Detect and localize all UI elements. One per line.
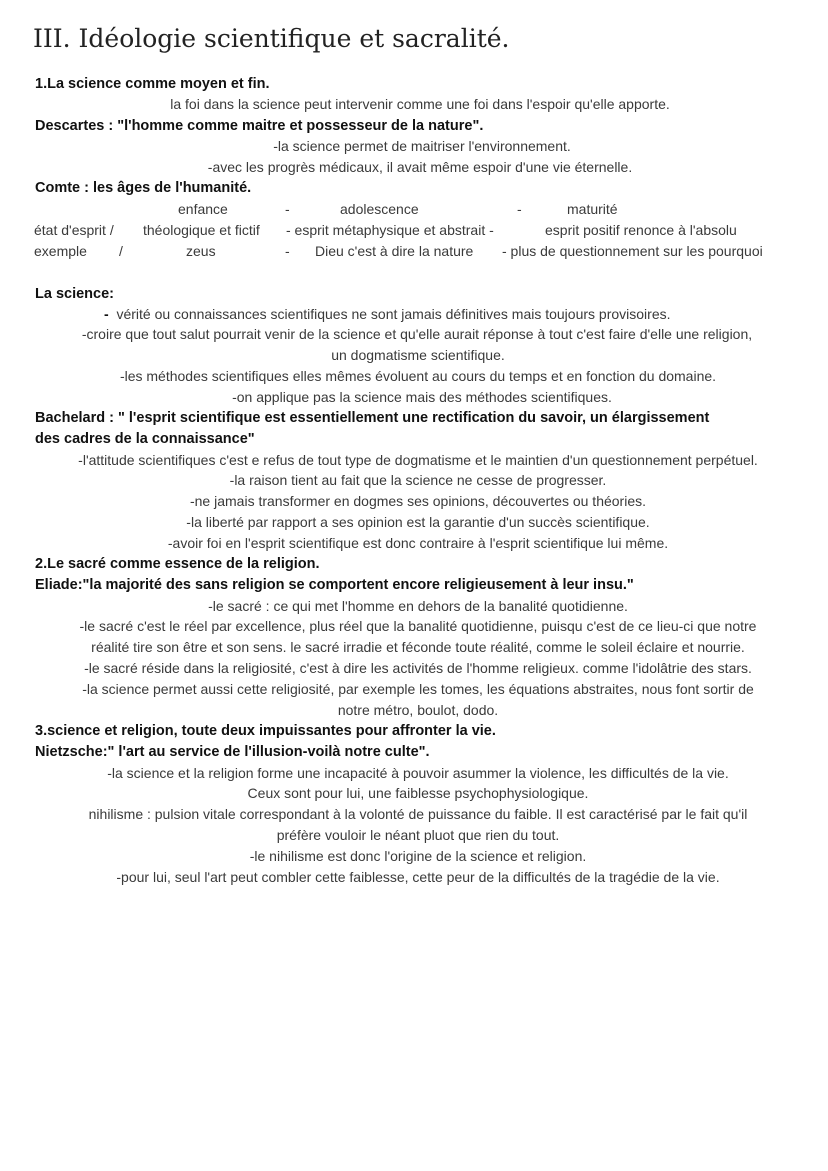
text-line: -la science permet aussi cette religiosité, par exemple les tomes, les équations abstraites, nous font sortir de [82,681,754,697]
text-line: -pour lui, seul l'art peut combler cette faiblesse, cette peur de la difficultés de la tragédie de la vie. [116,869,720,885]
text-line: -croire que tout salut pourrait venir de la science et qu'elle aurait réponse à tout c'est faire d'elle une religion, [81,326,753,342]
text-line: la foi dans la science peut intervenir comme une foi dans l'espoir qu'elle apporte. [170,96,670,112]
page-title: III. Idéologie scientifique et sacralité. [33,24,510,53]
text-line: Ceux sont pour lui, une faiblesse psychophysiologique. [247,785,589,801]
text-line: réalité tire son être et son sens. le sacré irradie et féconde toute réalité, comme le soleil éclaire et nourrie. [91,639,745,655]
bullet-dash: - [104,306,109,322]
text-line: -la raison tient au fait que la science ne cesse de progresser. [229,472,607,488]
text-line: -on applique pas la science mais des méthodes scientifiques. [232,389,612,405]
table-cell: maturité [567,201,618,217]
table-cell: adolescence [340,201,419,217]
bachelard-quote-line-2: des cadres de la connaissance" [35,431,255,447]
text-line: -la liberté par rapport a ses opinion est la garantie d'un succès scientifique. [186,514,650,530]
text-line: -l'attitude scientifiques c'est e refus de tout type de dogmatisme et le maintien d'un questionnement perpétuel. [78,452,758,468]
text-line: -avec les progrès médicaux, il avait même espoir d'une vie éternelle. [207,159,633,175]
table-cell: - esprit métaphysique et abstrait - [286,222,494,238]
table-cell: - plus de questionnement sur les pourquoi [502,243,763,259]
section-3-heading: 3.science et religion, toute deux impuissantes pour affronter la vie. [35,723,496,739]
text-line: -le sacré : ce qui met l'homme en dehors de la banalité quotidienne. [208,598,628,614]
descartes-quote: Descartes : "l'homme comme maitre et possesseur de la nature". [35,118,484,134]
science-heading: La science: [35,286,114,302]
text-line: -le sacré réside dans la religiosité, c'est à dire les activités de l'homme religieux. comme l'idolâtrie des stars. [84,660,752,676]
eliade-quote: Eliade:"la majorité des sans religion se comportent encore religieusement à leur insu." [35,577,634,593]
table-cell: zeus [186,243,216,259]
text-line: nihilisme : pulsion vitale correspondant à la volonté de puissance du faible. Il est caractérisé par le fait qu'il [88,806,748,822]
text-line: -le nihilisme est donc l'origine de la science et religion. [249,848,587,864]
section-1-heading: 1.La science comme moyen et fin. [35,76,270,92]
text-line: notre métro, boulot, dodo. [337,702,499,718]
table-cell: - [285,243,290,259]
text-line: vérité ou connaissances scientifiques ne sont jamais définitives mais toujours provisoires. [116,306,671,322]
text-line: préfère vouloir le néant pluot que rien du tout. [276,827,560,843]
table-cell: - [285,201,290,217]
table-cell: Dieu c'est à dire la nature [315,243,474,259]
text-line: -la science et la religion forme une incapacité à pouvoir asummer la violence, les difficultés de la vie. [107,765,729,781]
table-cell: théologique et fictif [143,222,260,238]
table-cell: état d'esprit / [34,222,114,238]
text-line: -les méthodes scientifiques elles mêmes évoluent au cours du temps et en fonction du domaine. [119,368,717,384]
section-2-heading: 2.Le sacré comme essence de la religion. [35,556,320,572]
table-cell: esprit positif renonce à l'absolu [545,222,737,238]
nietzsche-quote: Nietzsche:" l'art au service de l'illusion-voilà notre culte". [35,744,430,760]
text-line: -ne jamais transformer en dogmes ses opinions, découvertes ou théories. [189,493,646,509]
table-cell: enfance [178,201,228,217]
text-line: -la science permet de maitriser l'environnement. [273,138,571,154]
table-cell: / [119,243,123,259]
text-line [104,304,671,324]
text-line: -le sacré c'est le réel par excellence, plus réel que la banalité quotidienne, puisqu c'est de ce lieu-ci que notre [79,618,757,634]
text-line: -avoir foi en l'esprit scientifique est donc contraire à l'esprit scientifique lui même. [167,535,669,551]
table-cell: - [517,201,522,217]
comte-heading: Comte : les âges de l'humanité. [35,180,252,196]
text-line: un dogmatisme scientifique. [331,347,505,363]
bachelard-quote-line-1: Bachelard : " l'esprit scientifique est essentiellement une rectification du savoir, un élargissement [35,410,710,426]
table-cell: exemple [34,243,87,259]
